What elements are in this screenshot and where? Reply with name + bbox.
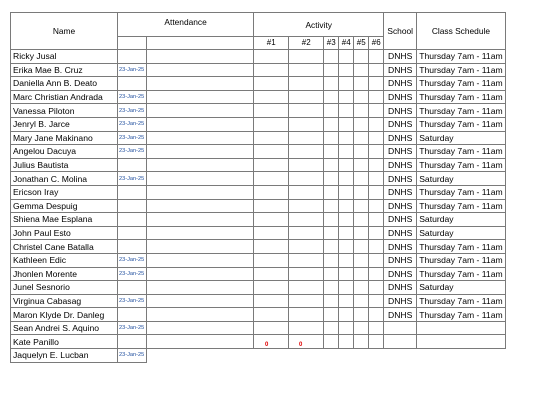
activity-5-cell[interactable] <box>354 335 369 349</box>
activity-1-cell[interactable] <box>254 50 289 64</box>
activity-1-cell[interactable] <box>254 349 289 363</box>
activity-4-cell[interactable] <box>339 335 354 349</box>
student-name-cell[interactable]: Jhonlen Morente <box>11 267 118 281</box>
activity-5-cell[interactable] <box>354 158 369 172</box>
activity-6-cell[interactable] <box>369 145 384 159</box>
activity-2-cell[interactable] <box>289 63 324 77</box>
school-cell[interactable]: DNHS <box>384 90 417 104</box>
attendance-cell[interactable] <box>147 335 254 349</box>
activity-6-cell[interactable] <box>369 63 384 77</box>
activity-2-cell[interactable] <box>289 145 324 159</box>
attendance-cell[interactable] <box>147 240 254 254</box>
activity-1-cell[interactable] <box>254 185 289 199</box>
attendance-cell[interactable] <box>147 172 254 186</box>
activity-3-cell[interactable] <box>324 253 339 267</box>
student-name-cell[interactable]: Virginua Cabasag <box>11 294 118 308</box>
activity-6-cell[interactable] <box>369 253 384 267</box>
table-row <box>11 281 506 295</box>
activity-3-cell[interactable] <box>324 240 339 254</box>
table-row <box>11 63 506 77</box>
activity-1-cell[interactable] <box>254 213 289 227</box>
school-cell[interactable]: DNHS <box>384 294 417 308</box>
attendance-cell[interactable] <box>147 308 254 322</box>
activity-4-cell[interactable] <box>339 131 354 145</box>
school-cell[interactable]: DNHS <box>384 226 417 240</box>
activity-6-cell[interactable] <box>369 240 384 254</box>
header-attendance[interactable]: Attendance <box>118 13 254 37</box>
activity-3-cell[interactable] <box>324 321 339 335</box>
table-row <box>11 131 506 145</box>
activity-2-cell[interactable] <box>289 131 324 145</box>
activity-1-cell[interactable] <box>254 253 289 267</box>
school-cell[interactable]: DNHS <box>384 77 417 91</box>
activity-2-cell[interactable] <box>289 240 324 254</box>
activity-6-cell[interactable] <box>369 104 384 118</box>
activity-2-cell[interactable] <box>289 199 324 213</box>
activity-4-cell[interactable] <box>339 117 354 131</box>
activity-4-cell[interactable] <box>339 158 354 172</box>
activity-5-cell[interactable] <box>354 172 369 186</box>
attendance-date-cell[interactable]: 23-Jan-25 <box>118 104 147 118</box>
attendance-cell[interactable] <box>147 104 254 118</box>
activity-3-cell[interactable] <box>324 63 339 77</box>
header-name[interactable]: Name <box>11 13 118 50</box>
activity-3-cell[interactable] <box>324 199 339 213</box>
activity-3-cell[interactable] <box>324 349 339 363</box>
table-row <box>11 240 506 254</box>
attendance-date-cell[interactable]: 23-Jan-25 <box>118 321 147 335</box>
table-row <box>11 90 506 104</box>
activity-1-cell[interactable] <box>254 77 289 91</box>
school-cell[interactable]: DNHS <box>384 172 417 186</box>
activity-6-cell[interactable] <box>369 50 384 64</box>
activity-5-cell[interactable] <box>354 77 369 91</box>
student-name-cell[interactable]: Mary Jane Makinano <box>11 131 118 145</box>
attendance-cell[interactable] <box>147 77 254 91</box>
activity-2-cell[interactable] <box>289 117 324 131</box>
school-cell[interactable]: DNHS <box>384 158 417 172</box>
school-cell[interactable]: DNHS <box>384 145 417 159</box>
attendance-date-cell[interactable]: 23-Jan-25 <box>118 349 147 363</box>
attendance-cell[interactable] <box>147 199 254 213</box>
total-activity-2: 0 <box>299 342 303 348</box>
activity-2-cell[interactable] <box>289 50 324 64</box>
activity-5-cell[interactable] <box>354 199 369 213</box>
table-row <box>11 145 506 159</box>
attendance-date-cell[interactable]: 23-Jan-25 <box>118 63 147 77</box>
activity-3-cell[interactable] <box>324 158 339 172</box>
activity-6-cell[interactable] <box>369 281 384 295</box>
activity-1-cell[interactable] <box>254 63 289 77</box>
activity-6-cell[interactable] <box>369 335 384 349</box>
activity-5-cell[interactable] <box>354 226 369 240</box>
student-name-cell[interactable]: Maron Klyde Dr. Danleg <box>11 308 118 322</box>
activity-3-cell[interactable] <box>324 77 339 91</box>
table-row <box>11 158 506 172</box>
school-cell[interactable]: DNHS <box>384 253 417 267</box>
activity-6-cell[interactable] <box>369 172 384 186</box>
activity-1-cell[interactable] <box>254 321 289 335</box>
school-cell[interactable]: DNHS <box>384 131 417 145</box>
activity-6-cell[interactable] <box>369 77 384 91</box>
attendance-date-cell[interactable] <box>118 50 147 64</box>
activity-5-cell[interactable] <box>354 349 369 363</box>
activity-2-cell[interactable] <box>289 321 324 335</box>
activity-3-cell[interactable] <box>324 131 339 145</box>
header-activity[interactable]: Activity <box>254 13 384 37</box>
activity-2-cell[interactable] <box>289 104 324 118</box>
activity-6-cell[interactable] <box>369 131 384 145</box>
activity-4-cell[interactable] <box>339 253 354 267</box>
activity-2-cell[interactable] <box>289 253 324 267</box>
attendance-cell[interactable] <box>147 145 254 159</box>
school-cell[interactable] <box>384 335 417 349</box>
attendance-cell[interactable] <box>147 321 254 335</box>
attendance-date-cell[interactable]: 23-Jan-25 <box>118 90 147 104</box>
attendance-sheet <box>10 12 506 363</box>
activity-5-cell[interactable] <box>354 145 369 159</box>
activity-2-cell[interactable] <box>289 226 324 240</box>
activity-1-cell[interactable] <box>254 294 289 308</box>
activity-6-cell[interactable] <box>369 294 384 308</box>
activity-2-cell[interactable] <box>289 294 324 308</box>
schedule-cell[interactable]: Saturday <box>417 281 505 295</box>
attendance-date-cell[interactable]: 23-Jan-25 <box>118 172 147 186</box>
header-activity-5[interactable]: #5 <box>354 37 369 50</box>
activity-1-cell[interactable] <box>254 172 289 186</box>
activity-3-cell[interactable] <box>324 281 339 295</box>
activity-1-cell[interactable] <box>254 226 289 240</box>
activity-1-cell[interactable] <box>254 90 289 104</box>
table-row <box>11 104 506 118</box>
activity-5-cell[interactable] <box>354 213 369 227</box>
table-row <box>11 294 506 308</box>
activity-5-cell[interactable] <box>354 50 369 64</box>
activity-3-cell[interactable] <box>324 50 339 64</box>
table-body <box>11 50 506 363</box>
activity-1-cell[interactable] <box>254 131 289 145</box>
school-cell[interactable]: DNHS <box>384 185 417 199</box>
activity-6-cell[interactable] <box>369 349 384 363</box>
student-name-cell[interactable]: Ericson Iray <box>11 185 118 199</box>
activity-4-cell[interactable] <box>339 90 354 104</box>
activity-4-cell[interactable] <box>339 213 354 227</box>
activity-3-cell[interactable] <box>324 117 339 131</box>
attendance-cell[interactable] <box>147 349 254 363</box>
activity-5-cell[interactable] <box>354 185 369 199</box>
table-row <box>11 172 506 186</box>
attendance-date-cell[interactable] <box>118 213 147 227</box>
table-row <box>11 267 506 281</box>
student-name-cell[interactable]: Jaquelyn E. Lucban <box>11 349 118 363</box>
activity-2-cell[interactable] <box>289 267 324 281</box>
activity-3-cell[interactable] <box>324 90 339 104</box>
activity-2-cell[interactable] <box>289 349 324 363</box>
attendance-date-cell[interactable]: 23-Jan-25 <box>118 253 147 267</box>
student-name-cell[interactable]: Vanessa Piloton <box>11 104 118 118</box>
schedule-cell[interactable]: Thursday 7am - 11am <box>417 158 505 172</box>
activity-2-cell[interactable] <box>289 185 324 199</box>
school-cell[interactable]: DNHS <box>384 240 417 254</box>
activity-6-cell[interactable] <box>369 226 384 240</box>
table-row <box>11 213 506 227</box>
school-cell[interactable]: DNHS <box>384 50 417 64</box>
activity-6-cell[interactable] <box>369 117 384 131</box>
schedule-cell[interactable]: Thursday 7am - 11am <box>417 90 505 104</box>
activity-4-cell[interactable] <box>339 349 354 363</box>
activity-6-cell[interactable] <box>369 199 384 213</box>
activity-4-cell[interactable] <box>339 172 354 186</box>
table-row <box>11 253 506 267</box>
student-name-cell[interactable]: Jenryl B. Jarce <box>11 117 118 131</box>
activity-1-cell[interactable] <box>254 281 289 295</box>
activity-3-cell[interactable] <box>324 267 339 281</box>
activity-5-cell[interactable] <box>354 131 369 145</box>
activity-6-cell[interactable] <box>369 90 384 104</box>
schedule-cell[interactable]: Thursday 7am - 11am <box>417 50 505 64</box>
student-name-cell[interactable]: Ricky Jusal <box>11 50 118 64</box>
school-cell[interactable] <box>384 349 417 363</box>
school-cell[interactable]: DNHS <box>384 267 417 281</box>
activity-6-cell[interactable] <box>369 308 384 322</box>
activity-3-cell[interactable] <box>324 294 339 308</box>
activity-1-cell[interactable] <box>254 335 289 349</box>
attendance-date-cell[interactable] <box>118 308 147 322</box>
activity-4-cell[interactable] <box>339 104 354 118</box>
activity-4-cell[interactable] <box>339 267 354 281</box>
schedule-cell[interactable]: Thursday 7am - 11am <box>417 117 505 131</box>
student-name-cell[interactable]: Angelou Dacuya <box>11 145 118 159</box>
schedule-cell[interactable]: Thursday 7am - 11am <box>417 308 505 322</box>
attendance-date-cell[interactable]: 23-Jan-25 <box>118 131 147 145</box>
attendance-cell[interactable] <box>147 213 254 227</box>
activity-6-cell[interactable] <box>369 185 384 199</box>
school-cell[interactable]: DNHS <box>384 63 417 77</box>
attendance-cell[interactable] <box>147 253 254 267</box>
schedule-cell[interactable]: Thursday 7am - 11am <box>417 199 505 213</box>
activity-6-cell[interactable] <box>369 267 384 281</box>
activity-3-cell[interactable] <box>324 104 339 118</box>
activity-2-cell[interactable] <box>289 158 324 172</box>
attendance-date-cell[interactable]: 23-Jan-25 <box>118 267 147 281</box>
activity-4-cell[interactable] <box>339 240 354 254</box>
activity-4-cell[interactable] <box>339 63 354 77</box>
activity-4-cell[interactable] <box>339 185 354 199</box>
attendance-cell[interactable] <box>147 185 254 199</box>
activity-2-cell[interactable] <box>289 308 324 322</box>
student-name-cell[interactable]: Shiena Mae Esplana <box>11 213 118 227</box>
schedule-cell[interactable]: Thursday 7am - 11am <box>417 104 505 118</box>
schedule-cell[interactable] <box>417 321 505 335</box>
attendance-date-cell[interactable] <box>118 185 147 199</box>
school-cell[interactable] <box>384 321 417 335</box>
school-cell[interactable]: DNHS <box>384 281 417 295</box>
schedule-cell[interactable]: Thursday 7am - 11am <box>417 145 505 159</box>
activity-2-cell[interactable] <box>289 335 324 349</box>
schedule-cell[interactable]: Saturday <box>417 226 505 240</box>
header-school[interactable]: School <box>384 13 417 50</box>
attendance-date-cell[interactable]: 23-Jan-25 <box>118 294 147 308</box>
schedule-cell[interactable]: Thursday 7am - 11am <box>417 63 505 77</box>
attendance-date-cell[interactable] <box>118 226 147 240</box>
activity-3-cell[interactable] <box>324 145 339 159</box>
activity-2-cell[interactable] <box>289 172 324 186</box>
activity-5-cell[interactable] <box>354 321 369 335</box>
table-row <box>11 77 506 91</box>
attendance-date-cell[interactable] <box>118 199 147 213</box>
attendance-cell[interactable] <box>147 294 254 308</box>
activity-2-cell[interactable] <box>289 90 324 104</box>
attendance-cell[interactable] <box>147 226 254 240</box>
schedule-cell[interactable]: Saturday <box>417 213 505 227</box>
table-row <box>11 308 506 322</box>
school-cell[interactable]: DNHS <box>384 199 417 213</box>
activity-1-cell[interactable] <box>254 104 289 118</box>
student-name-cell[interactable]: Gemma Despuig <box>11 199 118 213</box>
student-name-cell[interactable]: Christel Cane Batalla <box>11 240 118 254</box>
student-name-cell[interactable]: Jonathan C. Molina <box>11 172 118 186</box>
table-row <box>11 226 506 240</box>
activity-4-cell[interactable] <box>339 281 354 295</box>
activity-4-cell[interactable] <box>339 308 354 322</box>
header-row <box>11 13 506 37</box>
total-activity-1: 0 <box>265 342 269 348</box>
table-row <box>11 349 506 363</box>
schedule-cell[interactable]: Thursday 7am - 11am <box>417 294 505 308</box>
student-name-cell[interactable]: Erika Mae B. Cruz <box>11 63 118 77</box>
attendance-table <box>10 12 506 363</box>
attendance-date-cell[interactable] <box>118 240 147 254</box>
activity-5-cell[interactable] <box>354 294 369 308</box>
activity-4-cell[interactable] <box>339 226 354 240</box>
activity-5-cell[interactable] <box>354 117 369 131</box>
activity-3-cell[interactable] <box>324 308 339 322</box>
table-row <box>11 321 506 335</box>
attendance-date-cell[interactable] <box>118 281 147 295</box>
student-name-cell[interactable]: Marc Christian Andrada <box>11 90 118 104</box>
schedule-cell[interactable]: Thursday 7am - 11am <box>417 240 505 254</box>
header-activity-6[interactable]: #6 <box>369 37 384 50</box>
attendance-cell[interactable] <box>147 267 254 281</box>
activity-6-cell[interactable] <box>369 213 384 227</box>
activity-5-cell[interactable] <box>354 63 369 77</box>
student-name-cell[interactable]: Kathleen Edic <box>11 253 118 267</box>
student-name-cell[interactable]: Daniella Ann B. Deato <box>11 77 118 91</box>
table-row <box>11 50 506 64</box>
activity-4-cell[interactable] <box>339 77 354 91</box>
activity-1-cell[interactable] <box>254 158 289 172</box>
schedule-cell[interactable] <box>417 335 505 349</box>
header-attendance-date-cell[interactable] <box>118 37 147 50</box>
activity-5-cell[interactable] <box>354 90 369 104</box>
activity-3-cell[interactable] <box>324 335 339 349</box>
activity-1-cell[interactable] <box>254 145 289 159</box>
schedule-cell[interactable]: Thursday 7am - 11am <box>417 185 505 199</box>
activity-1-cell[interactable] <box>254 240 289 254</box>
activity-6-cell[interactable] <box>369 321 384 335</box>
student-name-cell[interactable]: Sean Andrei S. Aquino <box>11 321 118 335</box>
activity-4-cell[interactable] <box>339 321 354 335</box>
school-cell[interactable]: DNHS <box>384 308 417 322</box>
attendance-cell[interactable] <box>147 63 254 77</box>
header-activity-3[interactable]: #3 <box>324 37 339 50</box>
student-name-cell[interactable]: Kate Panillo <box>11 335 118 349</box>
activity-4-cell[interactable] <box>339 50 354 64</box>
activity-3-cell[interactable] <box>324 172 339 186</box>
activity-2-cell[interactable] <box>289 213 324 227</box>
attendance-cell[interactable] <box>147 131 254 145</box>
activity-5-cell[interactable] <box>354 240 369 254</box>
header-activity-2[interactable]: #2 <box>289 37 324 50</box>
activity-2-cell[interactable] <box>289 281 324 295</box>
activity-5-cell[interactable] <box>354 281 369 295</box>
student-name-cell[interactable]: John Paul Esto <box>11 226 118 240</box>
attendance-date-cell[interactable] <box>118 335 147 349</box>
activity-3-cell[interactable] <box>324 226 339 240</box>
attendance-cell[interactable] <box>147 158 254 172</box>
school-cell[interactable]: DNHS <box>384 104 417 118</box>
schedule-cell[interactable]: Saturday <box>417 172 505 186</box>
schedule-cell[interactable]: Thursday 7am - 11am <box>417 267 505 281</box>
activity-3-cell[interactable] <box>324 213 339 227</box>
activity-4-cell[interactable] <box>339 199 354 213</box>
activity-5-cell[interactable] <box>354 253 369 267</box>
activity-4-cell[interactable] <box>339 145 354 159</box>
activity-5-cell[interactable] <box>354 308 369 322</box>
schedule-cell[interactable]: Thursday 7am - 11am <box>417 253 505 267</box>
student-name-cell[interactable]: Julius Bautista <box>11 158 118 172</box>
student-name-cell[interactable]: Junel Sesnorio <box>11 281 118 295</box>
schedule-cell[interactable]: Saturday <box>417 131 505 145</box>
attendance-cell[interactable] <box>147 50 254 64</box>
school-cell[interactable]: DNHS <box>384 117 417 131</box>
header-schedule[interactable]: Class Schedule <box>417 13 505 50</box>
activity-1-cell[interactable] <box>254 308 289 322</box>
table-row <box>11 335 506 349</box>
activity-5-cell[interactable] <box>354 267 369 281</box>
activity-2-cell[interactable] <box>289 77 324 91</box>
schedule-cell[interactable] <box>417 349 505 363</box>
attendance-date-cell[interactable] <box>118 77 147 91</box>
activity-1-cell[interactable] <box>254 117 289 131</box>
school-cell[interactable]: DNHS <box>384 213 417 227</box>
attendance-cell[interactable] <box>147 281 254 295</box>
attendance-date-cell[interactable] <box>118 158 147 172</box>
header-activity-4[interactable]: #4 <box>339 37 354 50</box>
activity-4-cell[interactable] <box>339 294 354 308</box>
activity-5-cell[interactable] <box>354 104 369 118</box>
attendance-cell[interactable] <box>147 117 254 131</box>
attendance-date-cell[interactable]: 23-Jan-25 <box>118 117 147 131</box>
schedule-cell[interactable]: Thursday 7am - 11am <box>417 77 505 91</box>
activity-6-cell[interactable] <box>369 158 384 172</box>
attendance-cell[interactable] <box>147 90 254 104</box>
header-attendance-blank-cell[interactable] <box>147 37 254 50</box>
table-row <box>11 117 506 131</box>
header-activity-1[interactable]: #1 <box>254 37 289 50</box>
table-row <box>11 199 506 213</box>
table-row <box>11 185 506 199</box>
activity-1-cell[interactable] <box>254 267 289 281</box>
activity-3-cell[interactable] <box>324 185 339 199</box>
attendance-date-cell[interactable]: 23-Jan-25 <box>118 145 147 159</box>
activity-1-cell[interactable] <box>254 199 289 213</box>
